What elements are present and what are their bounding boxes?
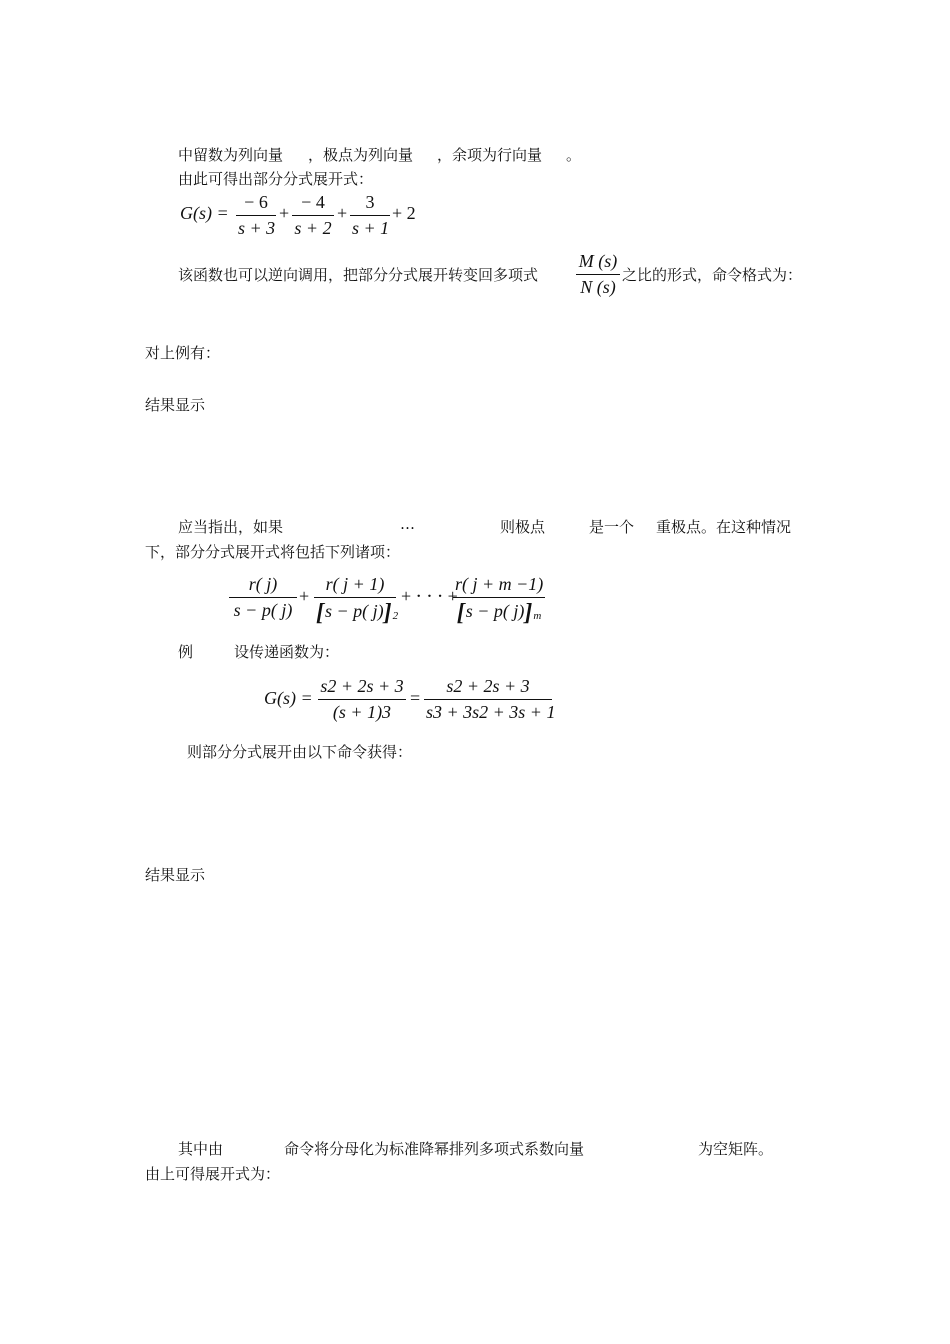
text-note-if: 应当指出，如果 [178,518,284,536]
text-pole-vector: ，极点为列向量 [308,146,414,164]
eq4-fraction-2: s2 + 2s + 3 s3 + 3s2 + 3s + 1 [426,676,556,722]
text-reverse-call: 该函数也可以逆向调用，把部分分式展开转变回多项式 [178,266,539,284]
eq3-dots: + ⋅ ⋅ ⋅ + [401,586,458,606]
text-result-display-2: 结果显示 [145,866,206,884]
text-command-format: 之比的形式，命令格式为： [622,266,803,284]
text-above-example: 对上例有： [145,344,221,362]
text-expansion-result: 由上可得展开式为： [145,1165,281,1183]
text-obtained-by-command: 则部分分式展开由以下命令获得： [187,743,413,761]
eq1-lhs: G(s) = [180,203,229,223]
text-empty-matrix: 为空矩阵。 [698,1140,774,1158]
eq1-fraction-2: − 4 s + 2 [292,192,334,239]
text-period: 。 [566,146,582,164]
text-result-display-1: 结果显示 [145,396,206,414]
eq1-plus-1: + [279,203,290,223]
text-then-pole: 则极点 [500,518,546,536]
eq3-term-3: r( j + m −1) [s − p( j)]$^m$ [455,574,544,626]
eq1-fraction-1: − 6 s + 3 [238,192,276,238]
eq1-constant: + 2 [392,203,416,223]
text-residue-vector: 中留数为列向量 [178,146,284,164]
text-terms-include: 下，部分分式展开式将包括下列诸项： [145,543,401,561]
text-is-a: 是一个 [589,518,635,536]
eq1-fraction-3: 3 s + 1 [352,192,390,238]
eq4-lhs: G(s) = [264,688,313,708]
eq3-term-1: r( j) s − p( j) [229,574,297,621]
text-example-label: 例 [178,643,194,661]
equation-m-over-n: M (s) N (s) [576,251,620,298]
text-remainder-vector: ，余项为行向量 [437,146,543,164]
eq1-plus-2: + [337,203,348,223]
text-ellipsis: … [400,515,415,533]
text-expansion-intro: 由此可得出部分分式展开式： [178,170,374,188]
text-where-by: 其中由 [178,1140,224,1158]
eq3-plus: + [299,586,310,606]
text-multiple-pole: 重极点。在这种情况 [656,518,792,536]
text-denominator-standardized: 命令将分母化为标准降幂排列多项式系数向量 [284,1140,585,1158]
eq3-term-2: r( j + 1) [s − p( j)]$^2$ [316,574,399,626]
eq4-fraction-1: s2 + 2s + 3 (s + 1)3 [318,676,406,723]
text-transfer-function: 设传递函数为： [234,643,340,661]
eq4-equals: = [410,688,421,708]
